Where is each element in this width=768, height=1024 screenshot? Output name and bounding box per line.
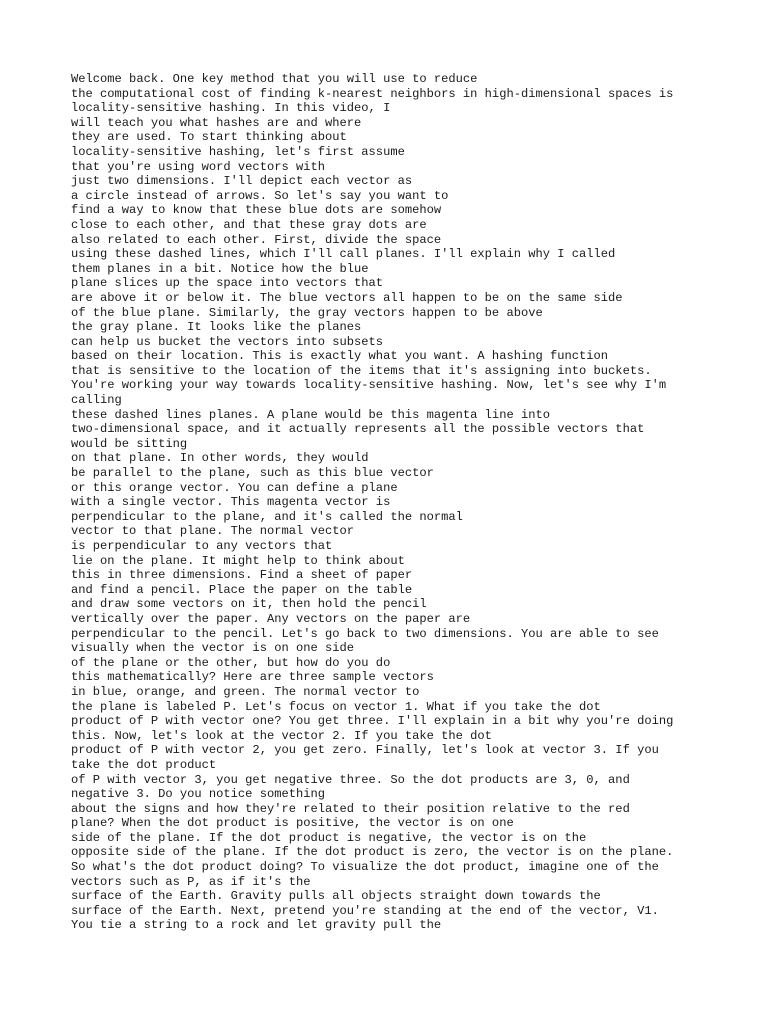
text-line: and find a pencil. Place the paper on the table <box>71 582 413 597</box>
text-line: vector to that plane. The normal vector <box>71 524 355 539</box>
text-line: this mathematically? Here are three sample vectors <box>71 670 434 685</box>
text-line: locality-sensitive hashing, let's first assume <box>71 144 405 159</box>
text-line: You're working your way towards locality-sensitive hashing. Now, let's see why I'm <box>71 378 667 393</box>
text-line: using these dashed lines, which I'll call planes. I'll explain why I called <box>71 247 616 262</box>
text-line: two-dimensional space, and it actually represents all the possible vectors that <box>71 422 645 437</box>
text-line: perpendicular to the plane, and it's called the normal <box>71 509 463 524</box>
text-line: of P with vector 3, you get negative three. So the dot products are 3, 0, and <box>71 772 630 787</box>
text-line: based on their location. This is exactly what you want. A hashing function <box>71 349 609 364</box>
text-line: just two dimensions. I'll depict each vector as <box>71 174 413 189</box>
text-line: the gray plane. It looks like the planes <box>71 320 362 335</box>
text-line: You tie a string to a rock and let gravity pull the <box>71 918 442 933</box>
text-line: is perpendicular to any vectors that <box>71 539 333 553</box>
text-line: the plane is labeled P. Let's focus on vector 1. What if you take the dot <box>71 699 601 714</box>
text-line: product of P with vector one? You get three. I'll explain in a bit why you're doing <box>71 714 674 729</box>
text-line: Welcome back. One key method that you will use to reduce <box>71 72 478 86</box>
text-line: close to each other, and that these gray dots are <box>71 217 427 232</box>
text-line: side of the plane. If the dot product is negative, the vector is on the <box>71 830 587 845</box>
text-line: in blue, orange, and green. The normal vector to <box>71 684 420 699</box>
text-line: negative 3. Do you notice something <box>71 787 326 802</box>
text-line: that you're using word vectors with <box>71 159 326 174</box>
text-line: them planes in a bit. Notice how the blue <box>71 261 369 276</box>
text-line: they are used. To start thinking about <box>71 130 347 145</box>
text-line: surface of the Earth. Gravity pulls all objects straight down towards the <box>71 889 601 904</box>
text-line: on that plane. In other words, they would <box>71 451 369 466</box>
text-line: the computational cost of finding k-nearest neighbors in high-dimensional spaces is <box>71 86 674 101</box>
text-line: would be sitting <box>71 436 188 451</box>
text-line: plane? When the dot product is positive, the vector is on one <box>71 816 514 831</box>
text-line: will teach you what hashes are and where <box>71 115 362 130</box>
text-line: calling <box>71 393 122 408</box>
text-line: locality-sensitive hashing. In this video, I <box>71 101 391 116</box>
text-line: plane slices up the space into vectors that <box>71 276 384 291</box>
text-line: product of P with vector 2, you get zero. Finally, let's look at vector 3. If you <box>71 743 659 758</box>
text-line: are above it or below it. The blue vectors all happen to be on the same side <box>71 290 623 305</box>
text-line: a circle instead of arrows. So let's say you want to <box>71 188 449 203</box>
text-line: and draw some vectors on it, then hold the pencil <box>71 597 427 612</box>
text-line: or this orange vector. You can define a plane <box>71 480 398 495</box>
text-line: of the plane or the other, but how do you do <box>71 655 391 670</box>
text-line: of the blue plane. Similarly, the gray vectors happen to be above <box>71 305 543 320</box>
transcript-text <box>71 72 751 933</box>
text-line: be parallel to the plane, such as this blue vector <box>71 466 434 481</box>
text-line: this in three dimensions. Find a sheet of paper <box>71 568 413 583</box>
text-line: So what's the dot product doing? To visualize the dot product, imagine one of the <box>71 860 659 875</box>
text-line: visually when the vector is on one side <box>71 641 355 656</box>
text-line: with a single vector. This magenta vector is <box>71 495 391 510</box>
text-line: about the signs and how they're related to their position relative to the red <box>71 801 630 816</box>
text-line: surface of the Earth. Next, pretend you're standing at the end of the vector, V1. <box>71 903 659 918</box>
text-line: can help us bucket the vectors into subsets <box>71 334 384 349</box>
text-line: vertically over the paper. Any vectors on the paper are <box>71 611 471 626</box>
text-line: that is sensitive to the location of the items that it's assigning into buckets. <box>71 363 652 378</box>
text-line: this. Now, let's look at the vector 2. If you take the dot <box>71 728 492 743</box>
text-line: opposite side of the plane. If the dot product is zero, the vector is on the plane. <box>71 845 674 860</box>
text-line: perpendicular to the pencil. Let's go back to two dimensions. You are able to see <box>71 626 659 641</box>
text-line: lie on the plane. It might help to think about <box>71 553 405 568</box>
text-line: take the dot product <box>71 757 217 772</box>
text-line: also related to each other. First, divide the space <box>71 232 442 247</box>
text-line: vectors such as P, as if it's the <box>71 874 311 889</box>
text-line: these dashed lines planes. A plane would be this magenta line into <box>71 407 550 422</box>
text-line: find a way to know that these blue dots are somehow <box>71 203 442 218</box>
